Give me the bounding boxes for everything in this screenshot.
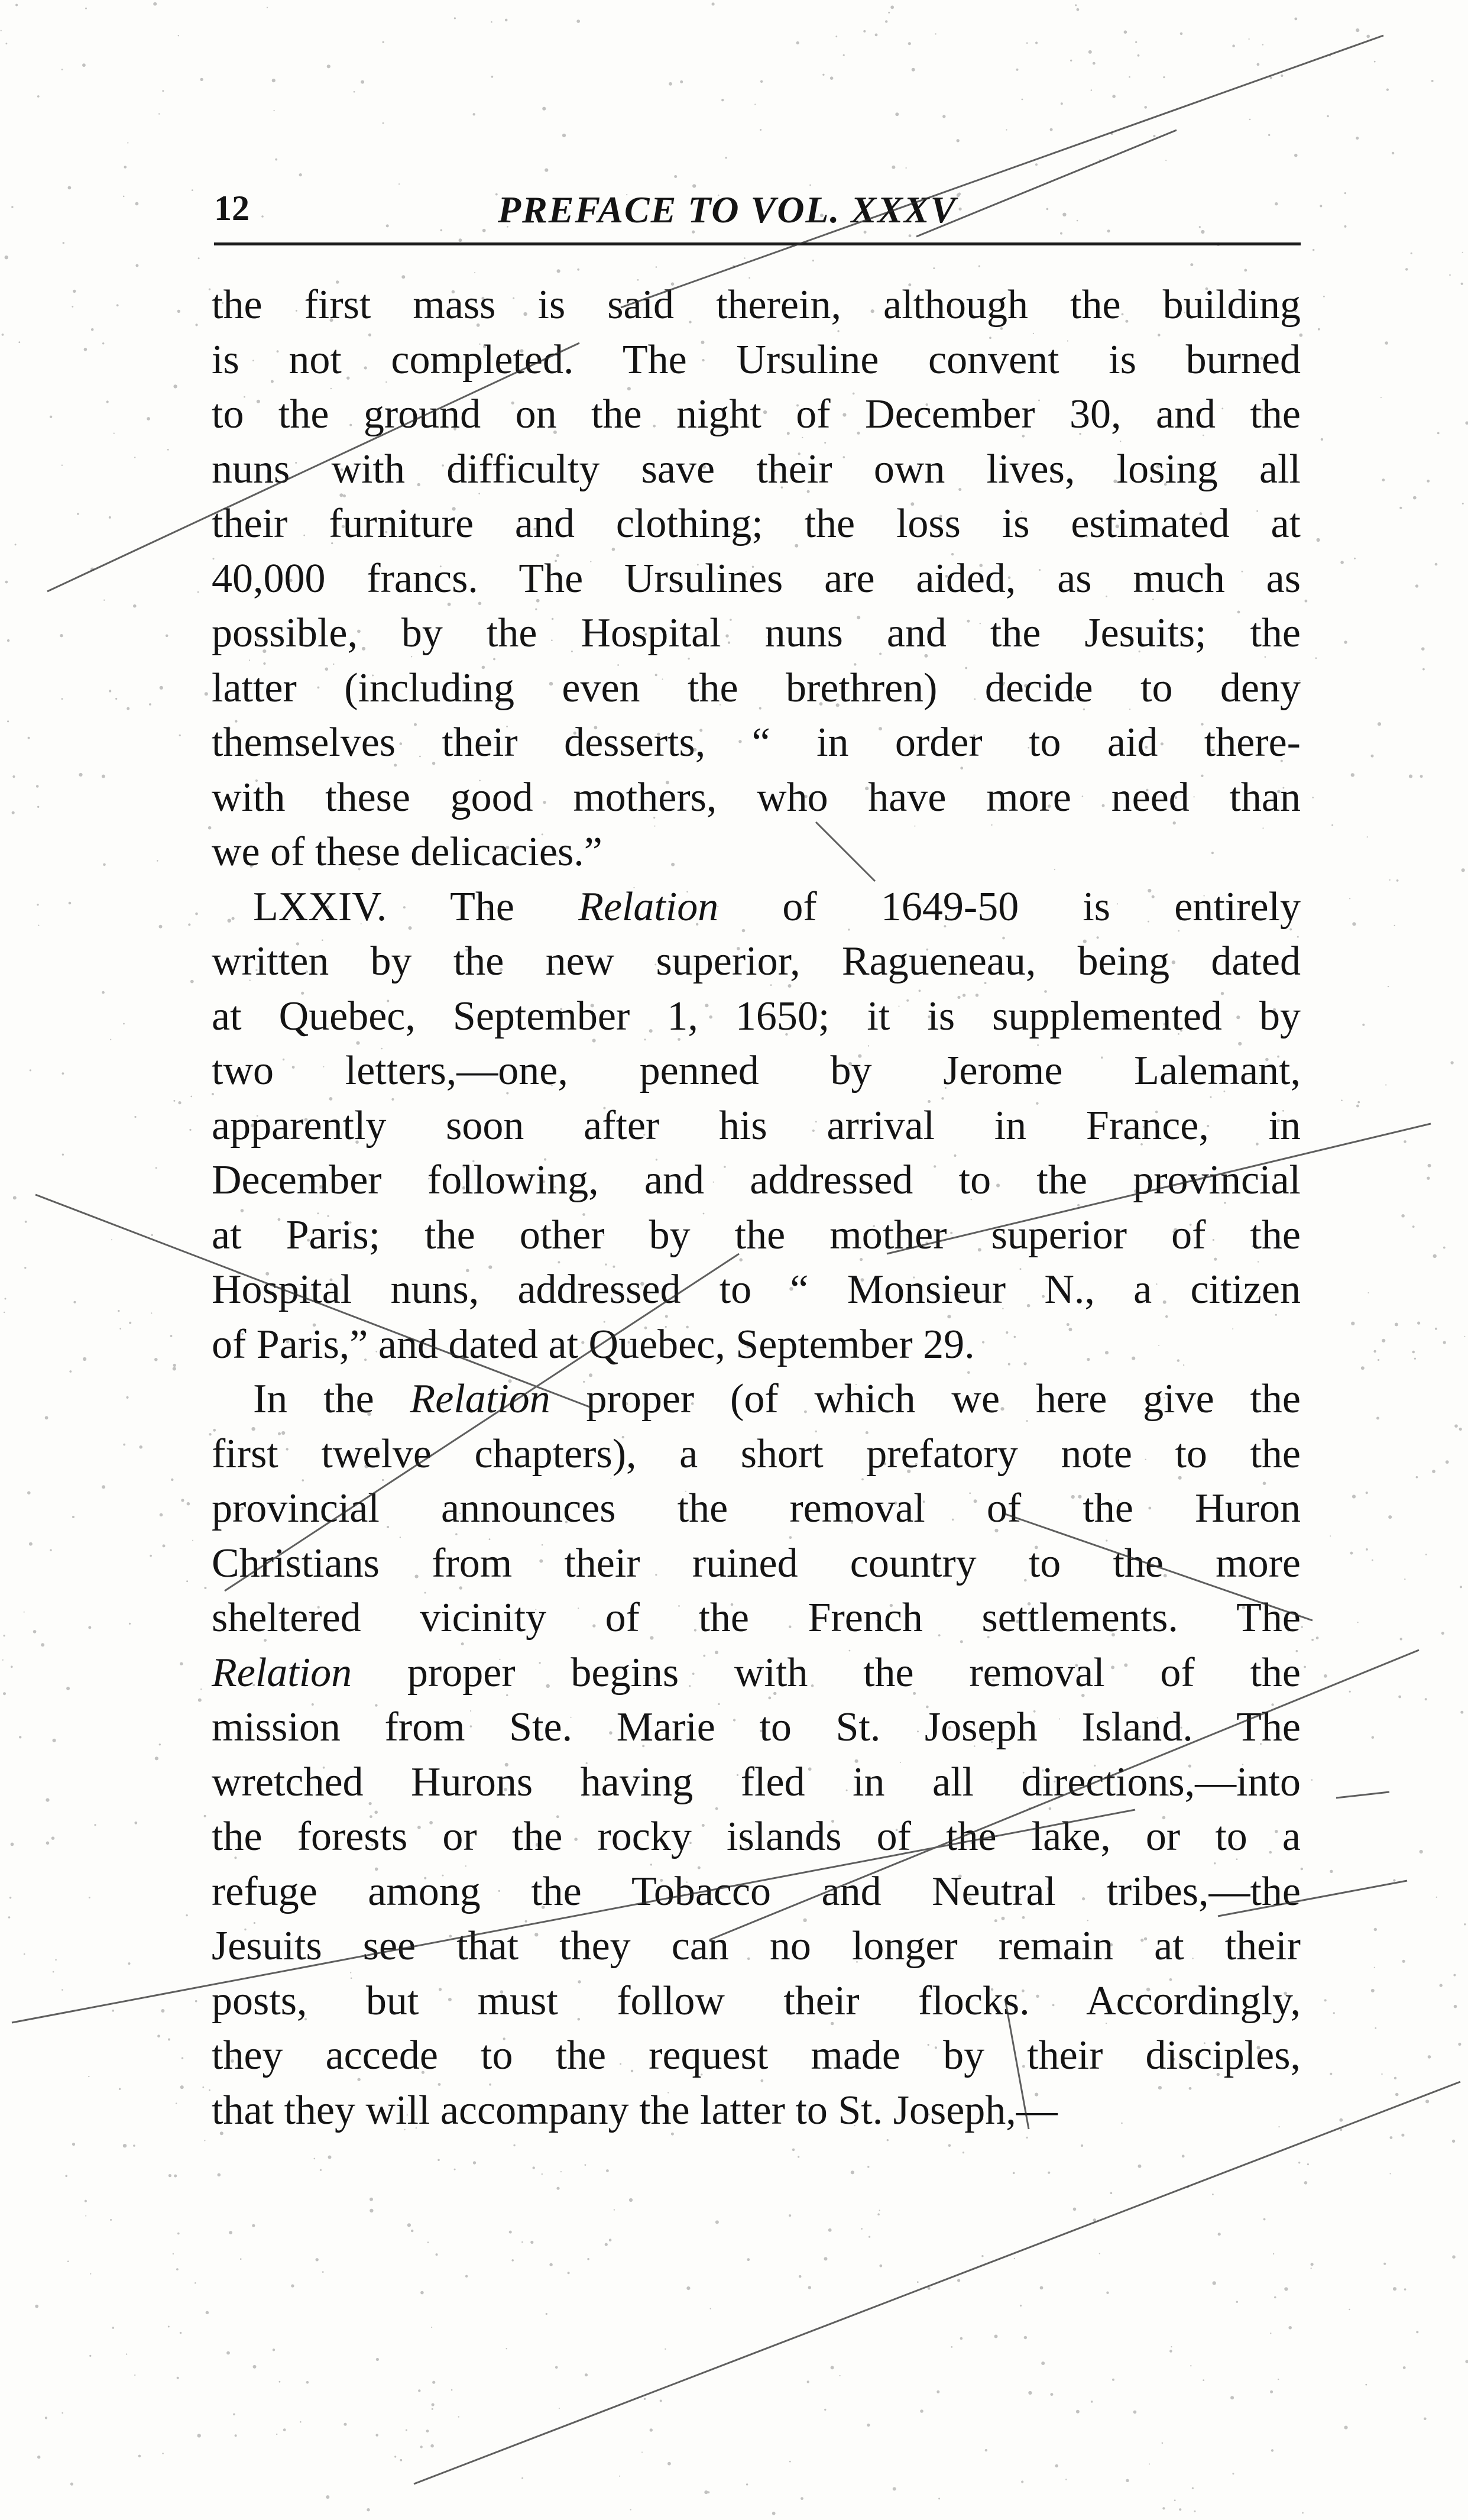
strike-line (1336, 1792, 1389, 1798)
text-line (212, 1536, 1301, 1591)
text-segment: two letters,—one, penned by Jerome Lalemant, (212, 1048, 1301, 1094)
text-segment: wretched Hurons having fled in all directions,—into (212, 1759, 1301, 1805)
text-segment: In the (253, 1376, 410, 1422)
running-title: PREFACE TO VOL. XXXV (498, 189, 957, 231)
text-segment: Christians from their ruined country to the more (212, 1540, 1301, 1586)
text-segment: apparently soon after his arrival in France, in (212, 1102, 1301, 1149)
italic-title: Relation (212, 1649, 352, 1696)
text-line (212, 1591, 1301, 1646)
text-segment: their furniture and clothing; the loss is estimated at (212, 501, 1301, 546)
text-segment: LXXIV. The (253, 884, 579, 930)
text-line (212, 2029, 1301, 2084)
text-line (212, 333, 1301, 388)
text-segment: of Paris,” and dated at Quebec, September 29. (212, 1321, 975, 1367)
text-segment: the first mass is said therein, although the building (212, 282, 1301, 328)
strike-line (414, 2082, 1460, 2484)
running-head (214, 177, 1301, 245)
text-segment: possible, by the Hospital nuns and the Jesuits; the (212, 610, 1301, 656)
page-number: 12 (214, 189, 249, 228)
strike-line (621, 35, 1383, 308)
text-line (212, 934, 1301, 989)
text-line (212, 2084, 1301, 2139)
text-line (212, 1099, 1301, 1154)
text-line (212, 1318, 1301, 1373)
text-segment: 40,000 francs. The Ursulines are aided, as much as (212, 555, 1301, 601)
text-segment: at Quebec, September 1, 1650; it is supplemented by (212, 993, 1301, 1039)
text-segment: refuge among the Tobacco and Neutral tribes,—the (212, 1868, 1301, 1914)
text-segment: written by the new superior, Ragueneau, being dated (212, 939, 1301, 984)
text-segment: sheltered vicinity of the French settlements. The (212, 1595, 1301, 1641)
italic-title: Relation (578, 884, 719, 930)
text-line (212, 1974, 1301, 2029)
text-segment: latter (including even the brethren) decide to deny (212, 665, 1301, 711)
text-line (212, 1865, 1301, 1920)
text-segment: provincial announces the removal of the Huron (212, 1486, 1301, 1531)
text-segment: proper (of which we here give the (550, 1376, 1301, 1422)
body-text (212, 278, 1301, 2138)
italic-title: Relation (410, 1376, 550, 1422)
text-segment: Hospital nuns, addressed to “ Monsieur N., a citizen (212, 1267, 1301, 1312)
text-line (212, 278, 1301, 333)
text-segment: we of these delicacies.” (212, 829, 602, 875)
text-line (212, 825, 1301, 880)
text-line (212, 1919, 1301, 1974)
text-segment: December following, and addressed to the provincial (212, 1157, 1301, 1203)
text-segment: is not completed. The Ursuline convent is burned (212, 337, 1301, 383)
text-segment: posts, but must follow their flocks. Accordingly, (212, 1978, 1301, 2024)
text-segment: first twelve chapters), a short prefatory note to the (212, 1431, 1301, 1477)
text-line (212, 880, 1301, 935)
text-line (212, 1427, 1301, 1482)
text-segment: themselves their desserts, “ in order to aid there- (212, 720, 1301, 765)
text-line (212, 716, 1301, 771)
text-segment: of 1649-50 is entirely (718, 884, 1301, 930)
text-segment: Jesuits see that they can no longer remain at their (212, 1923, 1301, 1969)
text-line (212, 989, 1301, 1044)
text-segment: with these good mothers, who have more need than (212, 774, 1301, 820)
text-line (212, 661, 1301, 716)
text-line (212, 1810, 1301, 1865)
text-line (212, 1700, 1301, 1755)
text-segment: the forests or the rocky islands of the lake, or to a (212, 1814, 1301, 1859)
text-segment: mission from Ste. Marie to St. Joseph Island. The (212, 1704, 1301, 1750)
text-line (212, 1044, 1301, 1099)
text-line (212, 1646, 1301, 1701)
text-line (212, 606, 1301, 661)
text-segment: that they will accompany the latter to St. Joseph,— (212, 2087, 1058, 2133)
text-segment: they accede to the request made by their disciples, (212, 2033, 1301, 2078)
text-line (212, 1153, 1301, 1208)
text-line (212, 552, 1301, 607)
text-line (212, 1208, 1301, 1263)
text-line (212, 1263, 1301, 1318)
text-line (212, 442, 1301, 497)
text-segment: proper begins with the removal of the (352, 1649, 1301, 1696)
text-segment: at Paris; the other by the mother superior of the (212, 1212, 1301, 1258)
text-line (212, 1372, 1301, 1427)
text-segment: to the ground on the night of December 30, and the (212, 392, 1301, 437)
text-line (212, 387, 1301, 442)
text-segment: nuns with difficulty save their own lives, losing all (212, 446, 1301, 492)
text-line (212, 1481, 1301, 1536)
text-line (212, 1755, 1301, 1810)
text-line (212, 497, 1301, 552)
text-line (212, 771, 1301, 826)
